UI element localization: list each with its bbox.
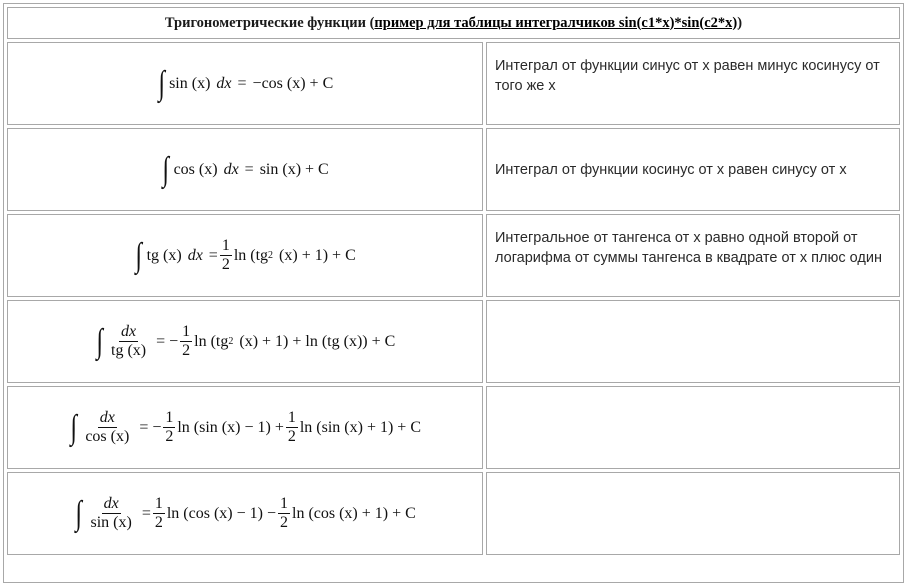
formula bbox=[157, 64, 334, 102]
formula-cell bbox=[7, 214, 483, 297]
header-suffix: ) bbox=[737, 14, 743, 31]
exponent: 2 bbox=[268, 250, 274, 261]
equals-sign: = bbox=[244, 160, 254, 178]
integrand: tg (x) bbox=[146, 246, 182, 264]
numerator: dx bbox=[103, 495, 119, 512]
integrals-table-frame bbox=[3, 3, 904, 583]
numerator: 1 bbox=[165, 409, 174, 426]
table-row bbox=[7, 128, 900, 211]
result-part: ln (sin (x) + 1) + C bbox=[299, 418, 421, 436]
denominator: 2 bbox=[221, 256, 230, 273]
exponent: 2 bbox=[228, 336, 234, 347]
result-part: (x) + 1) + C bbox=[279, 246, 356, 264]
denominator: tg (x) bbox=[111, 342, 147, 359]
result-part: ln (cos (x) + 1) + C bbox=[292, 504, 416, 522]
coefficient-fraction bbox=[278, 495, 290, 532]
formula bbox=[69, 409, 421, 446]
integral-sign-icon: ∫ bbox=[158, 64, 165, 102]
differential: dx bbox=[187, 246, 203, 264]
example-link[interactable]: пример для таблицы интегралчиков sin(c1*x)*sin(c2*x) bbox=[374, 14, 738, 31]
result-part: ln (tg bbox=[233, 246, 269, 264]
formula-cell bbox=[7, 472, 483, 555]
numerator: 1 bbox=[221, 237, 230, 254]
formula bbox=[161, 150, 329, 188]
description-cell: Интеграл от функции косинус от х равен синусу от х bbox=[486, 128, 900, 211]
formula bbox=[74, 495, 416, 532]
result: −cos (x) + C bbox=[252, 74, 334, 92]
equals-sign: = − bbox=[156, 332, 179, 350]
description-cell bbox=[486, 472, 900, 555]
table-row bbox=[7, 300, 900, 383]
integral-sign-icon: ∫ bbox=[135, 236, 143, 274]
equals-sign: = bbox=[237, 74, 247, 92]
integrand-fraction bbox=[109, 323, 148, 360]
integrand-fraction bbox=[83, 409, 131, 446]
numerator: 1 bbox=[182, 323, 191, 340]
numerator: 1 bbox=[154, 495, 163, 512]
integrand-fraction bbox=[89, 495, 134, 532]
table-row bbox=[7, 386, 900, 469]
integrand: cos (x) bbox=[173, 160, 218, 178]
equals-sign: = − bbox=[139, 418, 162, 436]
differential: dx bbox=[216, 74, 232, 92]
differential: dx bbox=[223, 160, 239, 178]
numerator: 1 bbox=[287, 409, 296, 426]
formula-cell bbox=[7, 386, 483, 469]
denominator: 2 bbox=[165, 428, 174, 445]
denominator: 2 bbox=[154, 514, 163, 531]
numerator: dx bbox=[99, 409, 115, 426]
denominator: 2 bbox=[280, 514, 288, 531]
result-part: ln (sin (x) − 1) + bbox=[177, 418, 284, 436]
integral-sign-icon: ∫ bbox=[162, 150, 170, 188]
description-cell bbox=[486, 300, 900, 383]
formula-cell bbox=[7, 300, 483, 383]
formula bbox=[134, 237, 356, 274]
description-cell bbox=[486, 386, 900, 469]
denominator: cos (x) bbox=[85, 428, 130, 445]
formula-cell bbox=[7, 128, 483, 211]
coefficient-fraction bbox=[153, 495, 165, 532]
integral-sign-icon: ∫ bbox=[70, 408, 77, 446]
header-prefix: Тригонометрические функции ( bbox=[164, 14, 375, 31]
integrals-table bbox=[4, 4, 903, 558]
denominator: 2 bbox=[182, 342, 191, 359]
coefficient-fraction bbox=[180, 323, 192, 360]
result-part: (x) + 1) + ln (tg (x)) + C bbox=[239, 332, 396, 350]
integral-sign-icon: ∫ bbox=[75, 494, 83, 532]
equals-sign: = bbox=[141, 504, 151, 522]
coefficient-fraction bbox=[163, 409, 175, 446]
table-row bbox=[7, 472, 900, 555]
table-header bbox=[7, 7, 900, 39]
coefficient-fraction bbox=[286, 409, 298, 446]
description-cell: Интеграл от функции синус от х равен минус косинусу от того же х bbox=[486, 42, 900, 125]
formula bbox=[95, 323, 396, 360]
numerator: dx bbox=[121, 323, 137, 340]
table-row bbox=[7, 214, 900, 297]
integrand: sin (x) bbox=[169, 74, 211, 92]
table-row bbox=[7, 42, 900, 125]
coefficient-fraction bbox=[220, 237, 232, 274]
denominator: 2 bbox=[287, 428, 296, 445]
equals-sign: = bbox=[208, 246, 218, 264]
formula-cell bbox=[7, 42, 483, 125]
result-part: ln (tg bbox=[194, 332, 229, 350]
result: sin (x) + C bbox=[259, 160, 329, 178]
result-part: ln (cos (x) − 1) − bbox=[166, 504, 276, 522]
denominator: sin (x) bbox=[90, 514, 132, 531]
integral-sign-icon: ∫ bbox=[96, 322, 103, 360]
numerator: 1 bbox=[280, 495, 288, 512]
description-cell: Интегральное от тангенса от х равно одной второй от логарифма от суммы тангенса в квадрате от х плюс один bbox=[486, 214, 900, 297]
